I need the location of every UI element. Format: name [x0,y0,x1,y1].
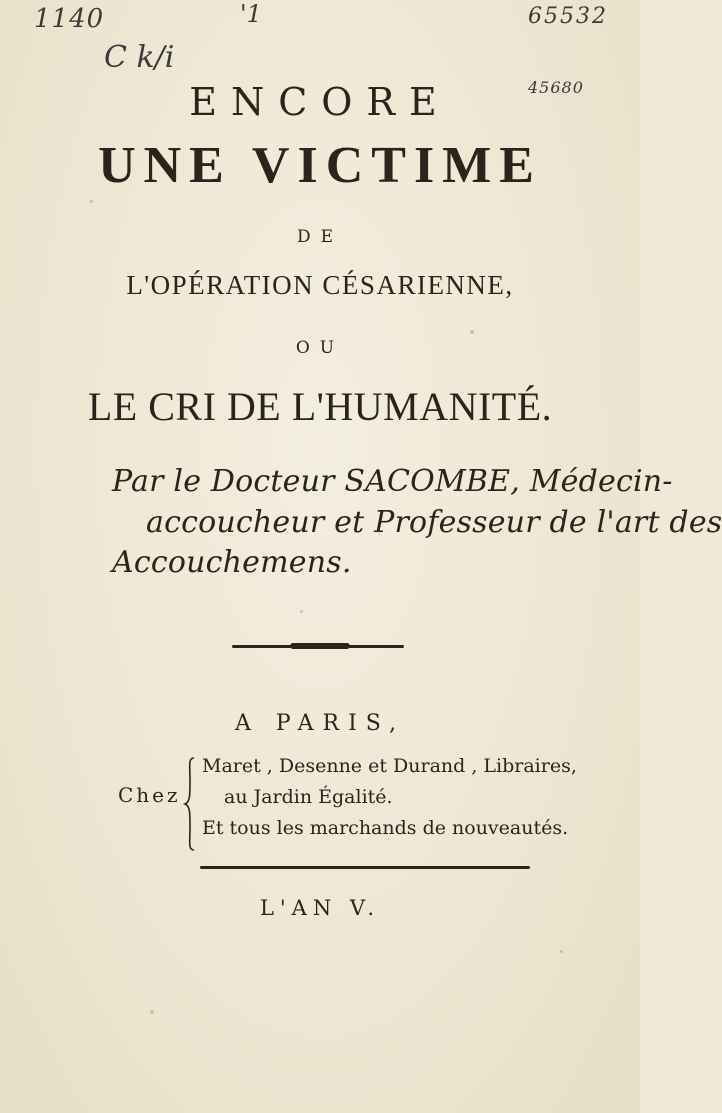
paper-speck [470,330,474,334]
title-cri-humanite: LE CRI DE L'HUMANITÉ. [87,384,553,429]
curly-brace-icon [184,756,196,852]
handwritten-catalog-number: 65532 [528,4,608,29]
author-line: Accouchemens. [112,545,352,580]
title-operation-cesarienne: L'OPÉRATION CÉSARIENNE, [126,270,514,300]
ornamental-rule-center [290,643,350,649]
handwritten-mark: '1 [240,0,262,28]
title-de: DE [296,227,344,247]
imprint-year: L'AN V. [259,896,381,920]
paper-speck [90,200,93,203]
ornamental-rule [200,866,530,869]
title-ou: OU [295,338,345,358]
title-encore: ENCORE [189,80,451,124]
author-line: Par le Docteur SACOMBE, Médecin- [112,464,673,499]
title-une-victime: UNE VICTIME [98,137,542,194]
imprint-place: A PARIS, [234,711,406,736]
handwritten-shelfmark: 1140 [34,4,105,34]
author-line: accoucheur et Professeur de l'art des [146,505,722,540]
imprint-publisher-line: Et tous les marchands de nouveautés. [202,817,569,839]
handwritten-annotation: C k/i [104,40,175,75]
paper-speck [300,610,303,613]
imprint-publisher-line: au Jardin Égalité. [224,786,393,808]
imprint-chez: Chez [118,783,181,807]
paper-speck [150,1010,154,1014]
handwritten-number: 45680 [528,78,584,97]
paper-speck [560,950,563,953]
imprint-publisher-line: Maret , Desenne et Durand , Libraires, [202,755,577,777]
